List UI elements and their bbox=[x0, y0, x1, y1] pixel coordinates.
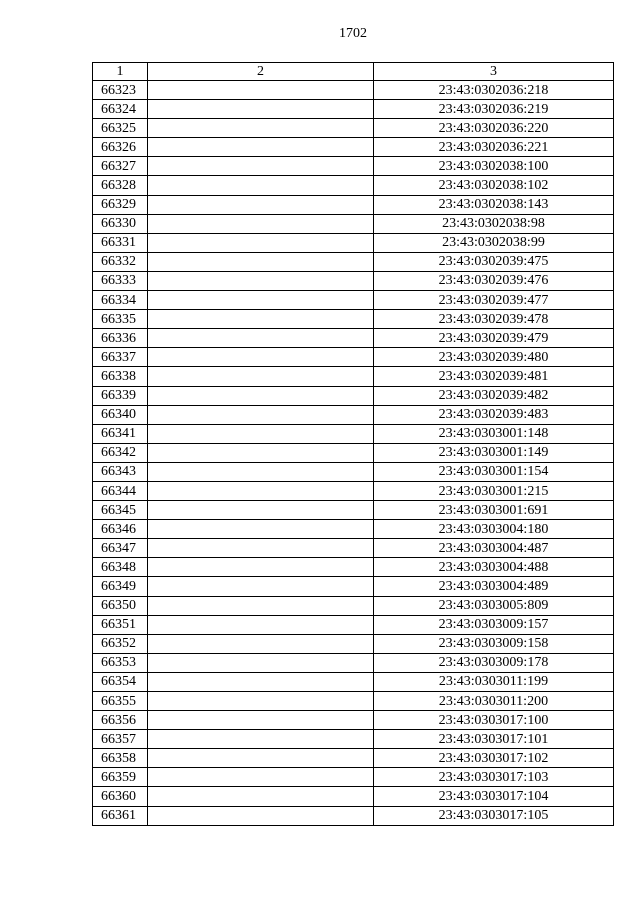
column-header-3: 3 bbox=[374, 63, 614, 81]
table-row bbox=[93, 348, 614, 367]
row-number-cell: 66358 bbox=[93, 749, 148, 768]
cadastral-number-cell: 23:43:0303017:103 bbox=[374, 768, 614, 787]
row-number-cell: 66325 bbox=[93, 119, 148, 138]
table-row bbox=[93, 176, 614, 195]
cadastral-number-cell: 23:43:0303005:809 bbox=[374, 596, 614, 615]
description-cell bbox=[148, 100, 374, 119]
row-number-cell: 66338 bbox=[93, 367, 148, 386]
cadastral-number-cell: 23:43:0302036:221 bbox=[374, 138, 614, 157]
row-number-cell: 66353 bbox=[93, 653, 148, 672]
row-number-cell: 66360 bbox=[93, 787, 148, 806]
table-row bbox=[93, 443, 614, 462]
table-row bbox=[93, 386, 614, 405]
row-number-cell: 66327 bbox=[93, 157, 148, 176]
row-number-cell: 66346 bbox=[93, 520, 148, 539]
table-header bbox=[93, 63, 614, 81]
row-number-cell: 66348 bbox=[93, 558, 148, 577]
row-number-cell: 66351 bbox=[93, 615, 148, 634]
table-row bbox=[93, 271, 614, 290]
description-cell bbox=[148, 176, 374, 195]
description-cell bbox=[148, 138, 374, 157]
table-row bbox=[93, 81, 614, 100]
description-cell bbox=[148, 596, 374, 615]
cadastral-number-cell: 23:43:0303001:154 bbox=[374, 462, 614, 481]
row-number-cell: 66357 bbox=[93, 730, 148, 749]
table-row bbox=[93, 768, 614, 787]
cadastral-number-cell: 23:43:0302039:482 bbox=[374, 386, 614, 405]
row-number-cell: 66331 bbox=[93, 233, 148, 252]
description-cell bbox=[148, 214, 374, 233]
table-row bbox=[93, 367, 614, 386]
description-cell bbox=[148, 520, 374, 539]
table-row bbox=[93, 577, 614, 596]
table-row bbox=[93, 157, 614, 176]
table-row bbox=[93, 596, 614, 615]
table-row bbox=[93, 119, 614, 138]
row-number-cell: 66339 bbox=[93, 386, 148, 405]
description-cell bbox=[148, 367, 374, 386]
row-number-cell: 66326 bbox=[93, 138, 148, 157]
description-cell bbox=[148, 329, 374, 348]
row-number-cell: 66356 bbox=[93, 711, 148, 730]
column-header-1: 1 bbox=[93, 63, 148, 81]
table-row bbox=[93, 424, 614, 443]
cadastral-number-cell: 23:43:0302039:476 bbox=[374, 271, 614, 290]
table-row bbox=[93, 558, 614, 577]
row-number-cell: 66334 bbox=[93, 291, 148, 310]
description-cell bbox=[148, 730, 374, 749]
cadastral-number-cell: 23:43:0302036:219 bbox=[374, 100, 614, 119]
description-cell bbox=[148, 119, 374, 138]
page-number: 1702 bbox=[339, 26, 367, 41]
description-cell bbox=[148, 195, 374, 214]
cadastral-number-cell: 23:43:0303009:178 bbox=[374, 653, 614, 672]
row-number-cell: 66352 bbox=[93, 634, 148, 653]
table-row bbox=[93, 615, 614, 634]
table-row bbox=[93, 233, 614, 252]
cadastral-number-cell: 23:43:0303004:487 bbox=[374, 539, 614, 558]
cadastral-number-cell: 23:43:0303017:102 bbox=[374, 749, 614, 768]
table-row bbox=[93, 100, 614, 119]
row-number-cell: 66343 bbox=[93, 462, 148, 481]
cadastral-number-cell: 23:43:0303011:200 bbox=[374, 692, 614, 711]
description-cell bbox=[148, 749, 374, 768]
cadastral-number-cell: 23:43:0303004:488 bbox=[374, 558, 614, 577]
table-row bbox=[93, 749, 614, 768]
table-row bbox=[93, 806, 614, 825]
description-cell bbox=[148, 577, 374, 596]
description-cell bbox=[148, 233, 374, 252]
description-cell bbox=[148, 787, 374, 806]
row-number-cell: 66355 bbox=[93, 692, 148, 711]
cadastral-number-cell: 23:43:0303009:157 bbox=[374, 615, 614, 634]
row-number-cell: 66330 bbox=[93, 214, 148, 233]
table-row bbox=[93, 692, 614, 711]
table-row bbox=[93, 672, 614, 691]
row-number-cell: 66332 bbox=[93, 252, 148, 271]
description-cell bbox=[148, 252, 374, 271]
row-number-cell: 66344 bbox=[93, 481, 148, 500]
table-row bbox=[93, 711, 614, 730]
row-number-cell: 66350 bbox=[93, 596, 148, 615]
row-number-cell: 66359 bbox=[93, 768, 148, 787]
column-header-2: 2 bbox=[148, 63, 374, 81]
cadastral-number-cell: 23:43:0303011:199 bbox=[374, 672, 614, 691]
registry-table bbox=[92, 62, 614, 826]
cadastral-number-cell: 23:43:0302036:218 bbox=[374, 81, 614, 100]
row-number-cell: 66342 bbox=[93, 443, 148, 462]
cadastral-number-cell: 23:43:0303001:691 bbox=[374, 501, 614, 520]
description-cell bbox=[148, 443, 374, 462]
row-number-cell: 66323 bbox=[93, 81, 148, 100]
table-row bbox=[93, 653, 614, 672]
row-number-cell: 66354 bbox=[93, 672, 148, 691]
description-cell bbox=[148, 386, 374, 405]
row-number-cell: 66324 bbox=[93, 100, 148, 119]
row-number-cell: 66345 bbox=[93, 501, 148, 520]
table-row bbox=[93, 481, 614, 500]
cadastral-number-cell: 23:43:0302036:220 bbox=[374, 119, 614, 138]
description-cell bbox=[148, 615, 374, 634]
row-number-cell: 66333 bbox=[93, 271, 148, 290]
description-cell bbox=[148, 405, 374, 424]
cadastral-number-cell: 23:43:0302039:480 bbox=[374, 348, 614, 367]
description-cell bbox=[148, 424, 374, 443]
row-number-cell: 66349 bbox=[93, 577, 148, 596]
cadastral-number-cell: 23:43:0302039:477 bbox=[374, 291, 614, 310]
table-row bbox=[93, 195, 614, 214]
cadastral-number-cell: 23:43:0302039:479 bbox=[374, 329, 614, 348]
table-row bbox=[93, 634, 614, 653]
cadastral-number-cell: 23:43:0302039:483 bbox=[374, 405, 614, 424]
table-row bbox=[93, 539, 614, 558]
cadastral-number-cell: 23:43:0302039:481 bbox=[374, 367, 614, 386]
cadastral-number-cell: 23:43:0303009:158 bbox=[374, 634, 614, 653]
description-cell bbox=[148, 157, 374, 176]
cadastral-number-cell: 23:43:0302038:102 bbox=[374, 176, 614, 195]
row-number-cell: 66341 bbox=[93, 424, 148, 443]
row-number-cell: 66340 bbox=[93, 405, 148, 424]
row-number-cell: 66329 bbox=[93, 195, 148, 214]
cadastral-number-cell: 23:43:0303017:101 bbox=[374, 730, 614, 749]
table-row bbox=[93, 501, 614, 520]
cadastral-number-cell: 23:43:0303017:105 bbox=[374, 806, 614, 825]
cadastral-number-cell: 23:43:0302038:98 bbox=[374, 214, 614, 233]
description-cell bbox=[148, 271, 374, 290]
cadastral-number-cell: 23:43:0302038:143 bbox=[374, 195, 614, 214]
description-cell bbox=[148, 81, 374, 100]
description-cell bbox=[148, 634, 374, 653]
row-number-cell: 66328 bbox=[93, 176, 148, 195]
cadastral-number-cell: 23:43:0303001:215 bbox=[374, 481, 614, 500]
description-cell bbox=[148, 768, 374, 787]
description-cell bbox=[148, 348, 374, 367]
row-number-cell: 66361 bbox=[93, 806, 148, 825]
row-number-cell: 66335 bbox=[93, 310, 148, 329]
description-cell bbox=[148, 806, 374, 825]
description-cell bbox=[148, 310, 374, 329]
table-row bbox=[93, 138, 614, 157]
cadastral-number-cell: 23:43:0303017:104 bbox=[374, 787, 614, 806]
description-cell bbox=[148, 558, 374, 577]
row-number-cell: 66337 bbox=[93, 348, 148, 367]
cadastral-number-cell: 23:43:0303017:100 bbox=[374, 711, 614, 730]
description-cell bbox=[148, 462, 374, 481]
table-row bbox=[93, 329, 614, 348]
cadastral-number-cell: 23:43:0302039:475 bbox=[374, 252, 614, 271]
description-cell bbox=[148, 539, 374, 558]
description-cell bbox=[148, 501, 374, 520]
cadastral-number-cell: 23:43:0302038:100 bbox=[374, 157, 614, 176]
header-row bbox=[93, 63, 614, 81]
cadastral-number-cell: 23:43:0303001:148 bbox=[374, 424, 614, 443]
description-cell bbox=[148, 481, 374, 500]
table-body bbox=[93, 81, 614, 826]
description-cell bbox=[148, 672, 374, 691]
table-row bbox=[93, 787, 614, 806]
description-cell bbox=[148, 692, 374, 711]
row-number-cell: 66347 bbox=[93, 539, 148, 558]
table-row bbox=[93, 252, 614, 271]
description-cell bbox=[148, 291, 374, 310]
description-cell bbox=[148, 711, 374, 730]
table-row bbox=[93, 291, 614, 310]
table-row bbox=[93, 730, 614, 749]
table-row bbox=[93, 214, 614, 233]
table-row bbox=[93, 310, 614, 329]
cadastral-number-cell: 23:43:0302039:478 bbox=[374, 310, 614, 329]
table-row bbox=[93, 520, 614, 539]
cadastral-number-cell: 23:43:0302038:99 bbox=[374, 233, 614, 252]
row-number-cell: 66336 bbox=[93, 329, 148, 348]
table-row bbox=[93, 462, 614, 481]
cadastral-number-cell: 23:43:0303004:489 bbox=[374, 577, 614, 596]
cadastral-number-cell: 23:43:0303004:180 bbox=[374, 520, 614, 539]
table-row bbox=[93, 405, 614, 424]
description-cell bbox=[148, 653, 374, 672]
cadastral-number-cell: 23:43:0303001:149 bbox=[374, 443, 614, 462]
